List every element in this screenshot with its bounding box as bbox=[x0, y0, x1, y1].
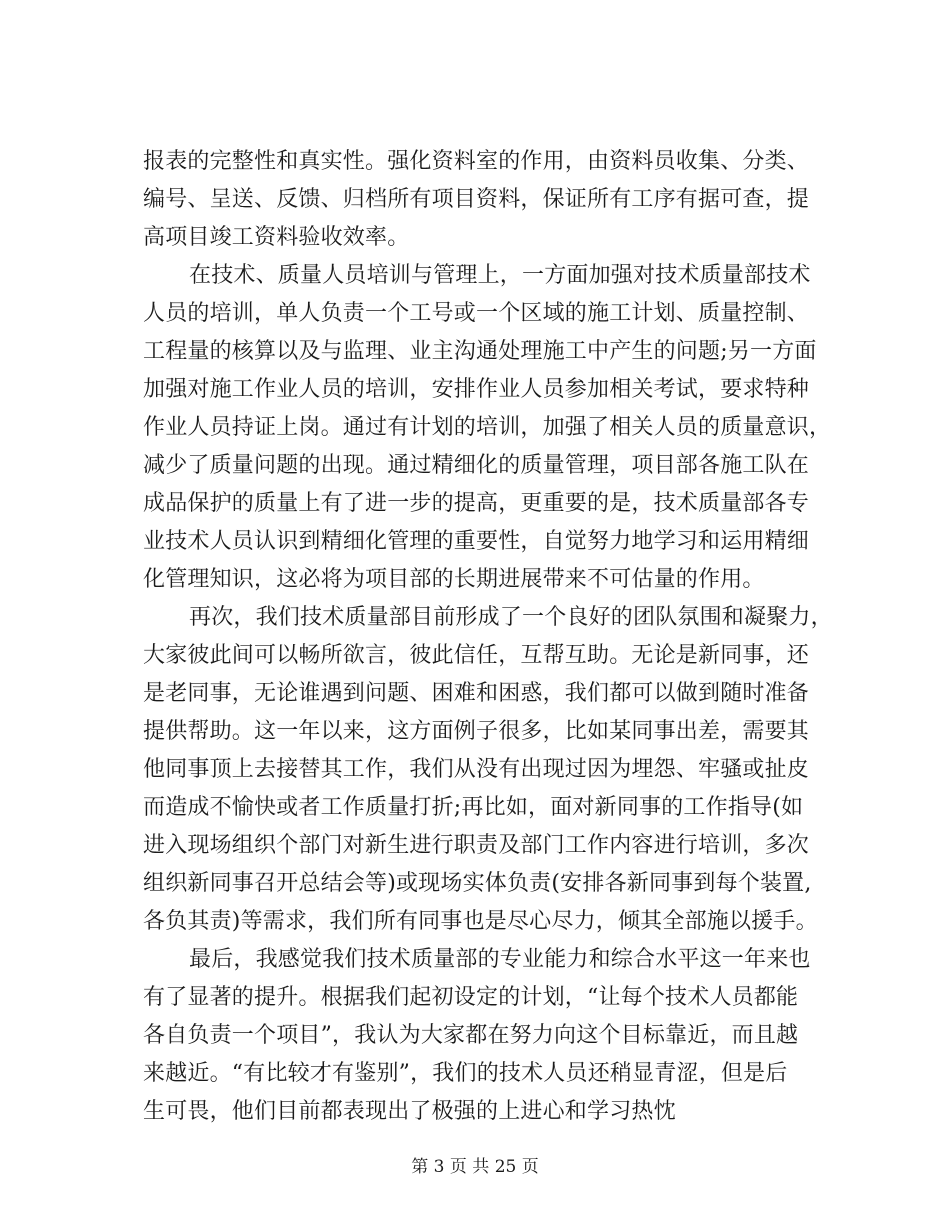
body-line: 各负其责)等需求，我们所有同事也是尽心尽力，倾其全部施以援手。 bbox=[143, 909, 818, 934]
body-line: 化管理知识，这必将为项目部的长期进展带来不可估量的作用。 bbox=[143, 567, 765, 592]
body-line: 各自负责一个项目”，我认为大家都在努力向这个目标靠近，而且越 bbox=[143, 1023, 799, 1048]
paragraph-start-line: 最后，我感觉我们技术质量部的专业能力和综合水平这一年来也 bbox=[189, 947, 811, 972]
body-line: 加强对施工作业人员的培训，安排作业人员参加相关考试，要求特种 bbox=[143, 377, 810, 402]
body-line: 业技术人员认识到精细化管理的重要性，自觉努力地学习和运用精细 bbox=[143, 529, 810, 554]
body-line: 人员的培训，单人负责一个工号或一个区域的施工计划、质量控制、 bbox=[143, 301, 810, 326]
body-line: 作业人员持证上岗。通过有计划的培训，加强了相关人员的质量意识， bbox=[143, 415, 832, 440]
body-line: 报表的完整性和真实性。强化资料室的作用，由资料员收集、分类、 bbox=[143, 149, 810, 174]
body-line: 减少了质量问题的出现。通过精细化的质量管理，项目部各施工队在 bbox=[143, 453, 810, 478]
body-line: 大家彼此间可以畅所欲言，彼此信任，互帮互助。无论是新同事，还 bbox=[143, 643, 810, 668]
body-line: 是老同事，无论谁遇到问题、困难和困惑，我们都可以做到随时准备 bbox=[143, 681, 810, 706]
body-line: 提供帮助。这一年以来，这方面例子很多，比如某同事出差，需要其 bbox=[143, 719, 810, 744]
body-line: 来越近。“有比较才有鉴别”，我们的技术人员还稍显青涩，但是后 bbox=[143, 1061, 788, 1086]
document-body bbox=[143, 143, 833, 1131]
page-number-footer: 第 3 页 共 25 页 bbox=[411, 1157, 539, 1177]
body-line: 而造成不愉快或者工作质量打折;再比如，面对新同事的工作指导(如 bbox=[143, 795, 804, 820]
body-line: 高项目竣工资料验收效率。 bbox=[143, 225, 410, 250]
body-line: 生可畏，他们目前都表现出了极强的上进心和学习热忱 bbox=[143, 1099, 676, 1124]
body-line: 他同事顶上去接替其工作，我们从没有出现过因为埋怨、牢骚或扯皮 bbox=[143, 757, 810, 782]
paragraph-start-line: 再次，我们技术质量部目前形成了一个良好的团队氛围和凝聚力， bbox=[189, 605, 833, 630]
body-line: 成品保护的质量上有了进一步的提高，更重要的是，技术质量部各专 bbox=[143, 491, 810, 516]
body-line: 组织新同事召开总结会等)或现场实体负责(安排各新同事到每个装置, bbox=[143, 871, 812, 896]
body-line: 有了显著的提升。根据我们起初设定的计划，“让每个技术人员都能 bbox=[143, 985, 799, 1010]
body-line: 编号、呈送、反馈、归档所有项目资料，保证所有工序有据可查，提 bbox=[143, 187, 810, 212]
body-line: 进入现场组织个部门对新生进行职责及部门工作内容进行培训，多次 bbox=[143, 833, 810, 858]
body-line: 工程量的核算以及与监理、业主沟通处理施工中产生的问题;另一方面 bbox=[143, 339, 817, 364]
paragraph-start-line: 在技术、质量人员培训与管理上，一方面加强对技术质量部技术 bbox=[189, 263, 811, 288]
